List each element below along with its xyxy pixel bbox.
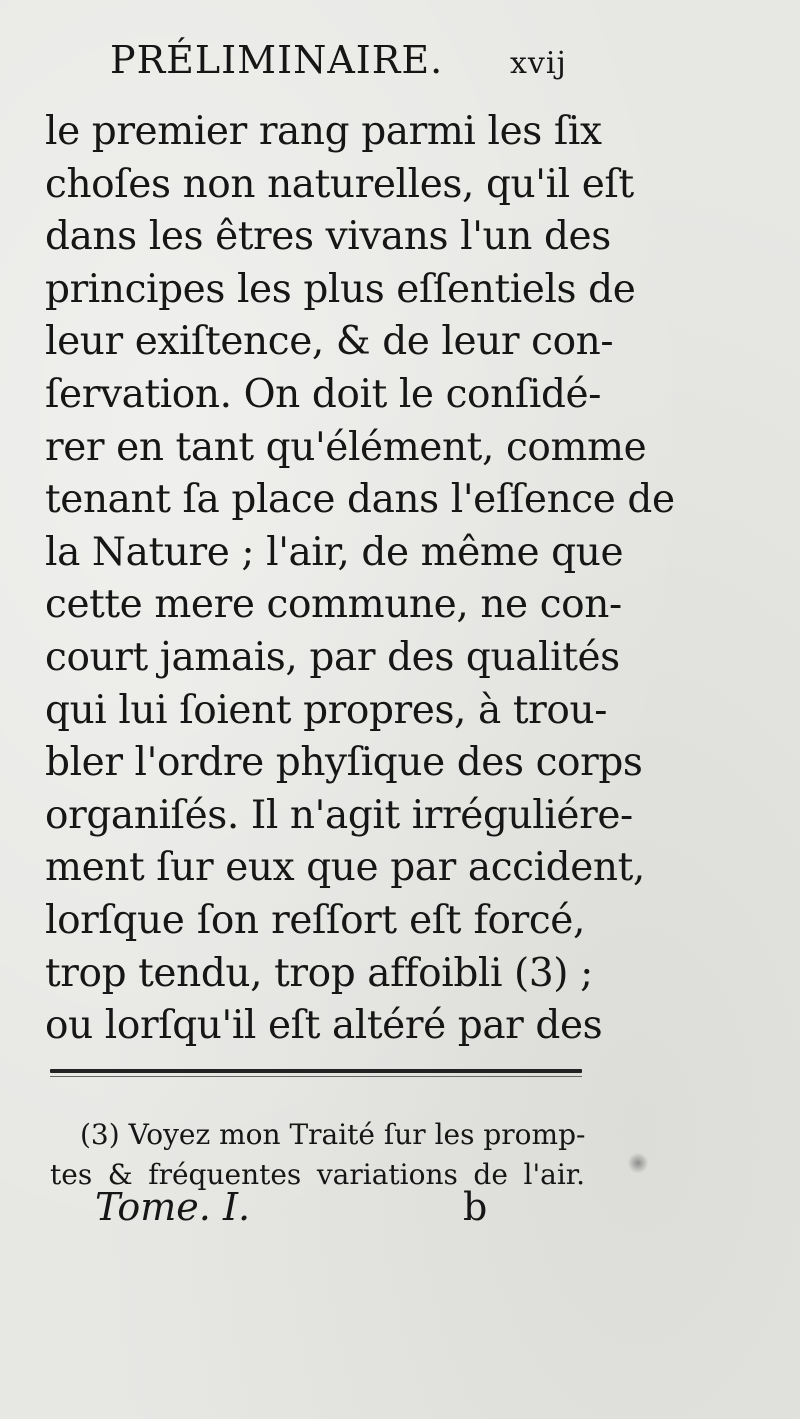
text-line: la Nature ; l'air, de même que	[45, 529, 624, 575]
text-line: principes les plus eſſentiels de	[45, 266, 636, 312]
signature-row	[95, 1185, 515, 1245]
text-line: ment ſur eux que par accident,	[45, 845, 645, 891]
signature-mark: b	[463, 1185, 488, 1229]
text-line: rer en tant qu'élément, comme	[45, 424, 647, 470]
text-line: trop tendu, trop affoibli (3) ;	[45, 950, 593, 996]
text-line: leur exiſtence, & de leur con-	[45, 319, 614, 365]
footnote-line: (3) Voyez mon Traité ſur les promp-	[80, 1118, 586, 1151]
body-text	[45, 106, 675, 1053]
footnote-rule-thin	[50, 1076, 582, 1077]
text-line: choſes non naturelles, qu'il eſt	[45, 161, 634, 207]
paper-speck	[628, 1152, 648, 1174]
footnote	[50, 1115, 585, 1195]
page-header	[110, 38, 590, 98]
page-number: xvij	[510, 46, 567, 81]
text-line: court jamais, par des qualités	[45, 634, 620, 680]
text-line: ou lorſqu'il eſt altéré par des	[45, 1003, 603, 1049]
text-line: organiſés. Il n'agit irréguliére-	[45, 792, 633, 838]
footnote-rule	[50, 1069, 582, 1073]
text-line: bler l'ordre phyſique des corps	[45, 740, 643, 786]
footnote-line: tes & fréquentes variations de l'air.	[50, 1158, 585, 1191]
text-line: le premier rang parmi les ſix	[45, 109, 602, 154]
text-line: cette mere commune, ne con-	[45, 582, 622, 628]
volume-mark: Tome. I.	[95, 1185, 251, 1229]
text-line: tenant ſa place dans l'eſſence de	[45, 477, 675, 523]
text-line: ſervation. On doit le conſidé-	[45, 371, 601, 417]
text-line: dans les êtres vivans l'un des	[45, 214, 611, 260]
text-line: lorſque ſon reſſort eſt forcé,	[45, 897, 585, 943]
text-line: qui lui ſoient propres, à trou-	[45, 687, 607, 733]
running-title: PRÉLIMINAIRE.	[110, 38, 444, 82]
